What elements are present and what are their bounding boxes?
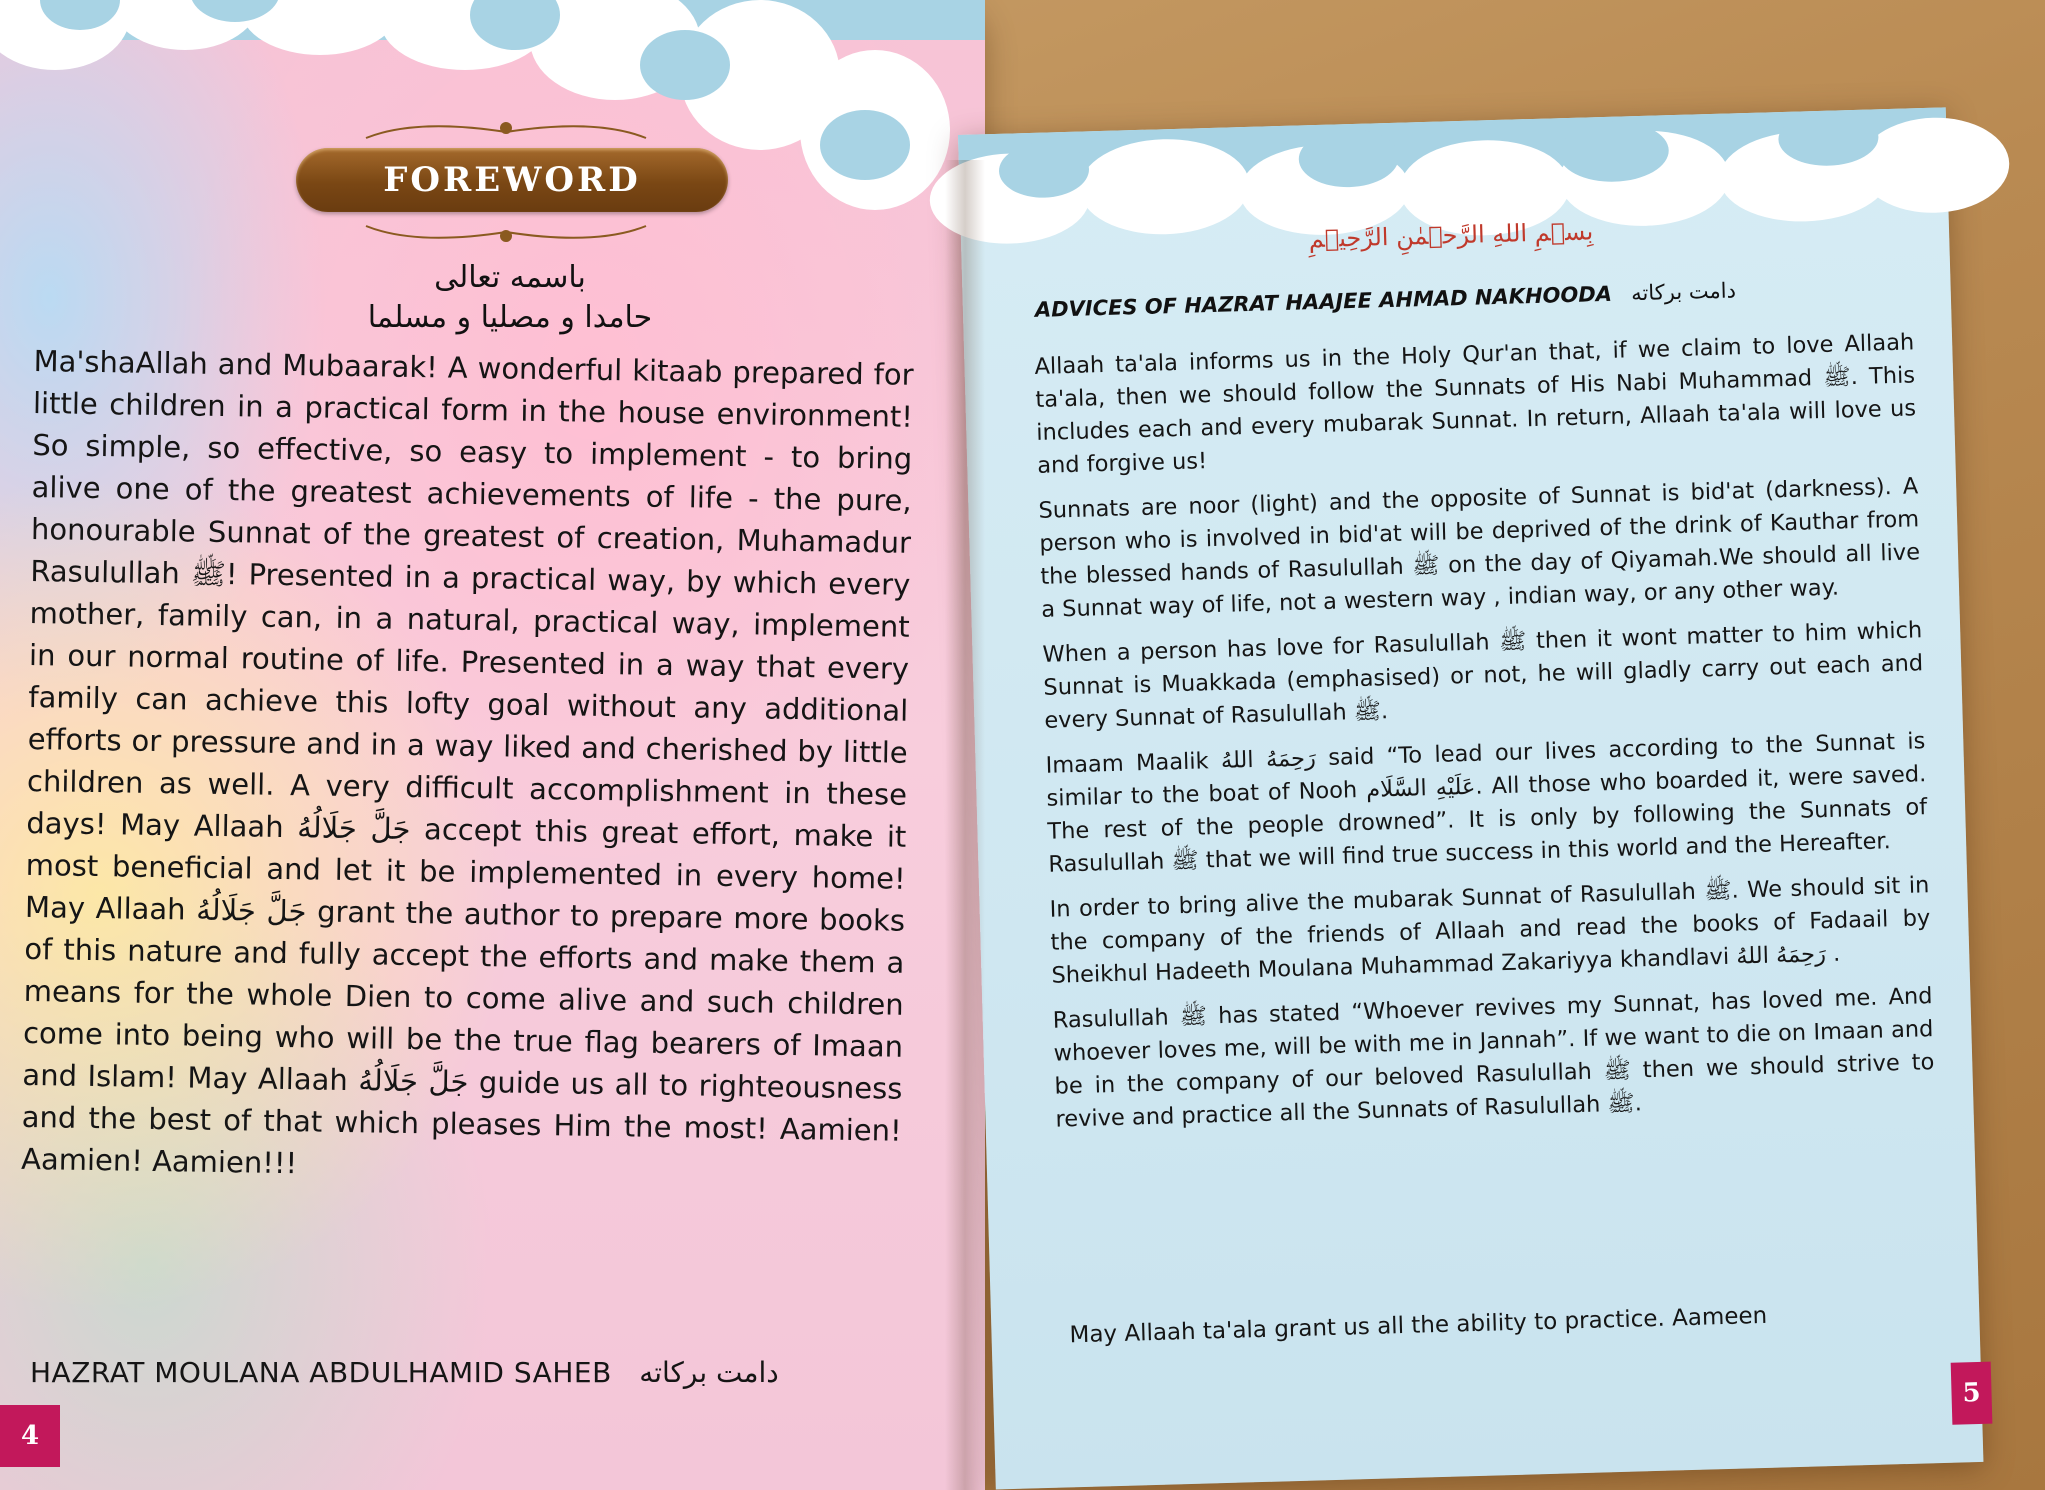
arabic-line-1: باسمه تعالى [434, 260, 586, 295]
signature-name: HAZRAT MOULANA ABDULHAMID SAHEB [30, 1356, 612, 1389]
left-page [0, 0, 985, 1490]
advice-paragraph: When a person has love for Rasulullah ﷺ then it wont matter to him which Sunnat is Muakkada (emphasised) or not, he will gladly carry out each and every Sunnat of Rasulullah ﷺ. [1042, 617, 1924, 734]
book-spine [945, 160, 985, 1490]
advice-paragraph: In order to bring alive the mubarak Sunnat of Rasulullah ﷺ. We should sit in the company of the friends of Allaah and read the books of Fadaail by Sheikhul Hadeeth Moulana Muhammad Zakariyya khandlavi رَحِمَهُ اللهُ . [1049, 872, 1931, 989]
foreword-banner [296, 118, 728, 268]
foreword-body: Ma'shaAllah and Mubaarak! A wonderful kitaab prepared for little children in a practical form in the house environment! So simple, so effective, so easy to implement - to bring alive one of the greatest achievements of life - the pure, honourable Sunnat of the greatest of creation, Muhamadur Rasulullah ﷺ! Presented in a practical way, by which every mother, family can, in a natural, practical way, implement in our normal routine of life. Presented in a way that every family can achieve this lofty goal without any additional efforts or pressure and in a way liked and cherished by little children as well. A very difficult accomplishment in these days! May Allaah جَلَّ جَلَالُهُ accept this great effort, make it most beneficial and let it be implemented in every home! May Allaah جَلَّ جَلَالُهُ grant the author to prepare more books of this nature and fully accept the efforts and make them a means for the whole Dien to come alive and such children come into being who will be the true flag bearers of Imaan and Islam! May Allaah جَلَّ جَلَالُهُ guide us all to righteousness and the best of that which pleases Him the most! Aamien! Aamien! Aamien!!! [20, 343, 914, 1181]
advices-heading [1035, 278, 1737, 322]
basmala: بِسۡمِ اللهِ الرَّحۡمٰنِ الرَّحِیۡمِ [1308, 217, 1594, 254]
advice-paragraph: Imaam Maalik رَحِمَهُ اللهُ said “To lead our lives according to the Sunnat is similar to the boat of Nooh عَلَيْهِ السَّلَام. All those who boarded it, were saved. The rest of the people drowned”. It is only by following the Sunnats of Rasulullah ﷺ that we will find true success in this world and the Hereafter. [1045, 728, 1928, 878]
advice-paragraph: Allaah ta'ala informs us in the Holy Qur'an that, if we claim to love Allaah ta'ala, then we should follow the Sunnats of His Nabi Muhammad ﷺ. This includes each and every mubarak Sunnat. In return, Allaah ta'ala will love us and forgive us! [1034, 329, 1917, 479]
foreword-signature [30, 1356, 779, 1389]
ornament-bottom-icon [356, 218, 656, 246]
cloud-border-top-right [958, 107, 1950, 285]
ornament-top-icon [356, 118, 656, 146]
arabic-line-2: حامدا و مصليا و مسلما [367, 300, 653, 335]
advice-paragraph: Sunnats are noor (light) and the opposite of Sunnat is bid'at (darkness). A person who is involved in bid'at will be deprived of the drink of Kauthar from the blessed hands of Rasulullah ﷺ on the day of Qiyamah.We should all live a Sunnat way of life, not a western way , indian way, or any other way. [1038, 473, 1921, 623]
advice-paragraph: Rasulullah ﷺ has stated “Whoever revives my Sunnat, has loved me. And whoever loves me, will be with me in Jannah”. If we want to die on Imaan and be in the company of our beloved Rasulullah ﷺ then we should strive to revive and practice all the Sunnats of Rasulullah ﷺ. [1052, 983, 1935, 1133]
advices-heading-text: ADVICES OF HAZRAT HAAJEE AHMAD NAKHOODA [1034, 281, 1613, 322]
page-number-right: 5 [1951, 1362, 1993, 1425]
advices-closing: May Allaah ta'ala grant us all the ability to practice. Aameen [1069, 1302, 1768, 1349]
advices-body [1034, 326, 1936, 1148]
advices-heading-arabic: دامت بركاته [1630, 278, 1737, 306]
foreword-title: FOREWORD [296, 148, 728, 212]
signature-arabic: دامت بركاته [639, 1356, 779, 1389]
page-number-left: 4 [0, 1405, 60, 1467]
right-page [958, 107, 1983, 1489]
